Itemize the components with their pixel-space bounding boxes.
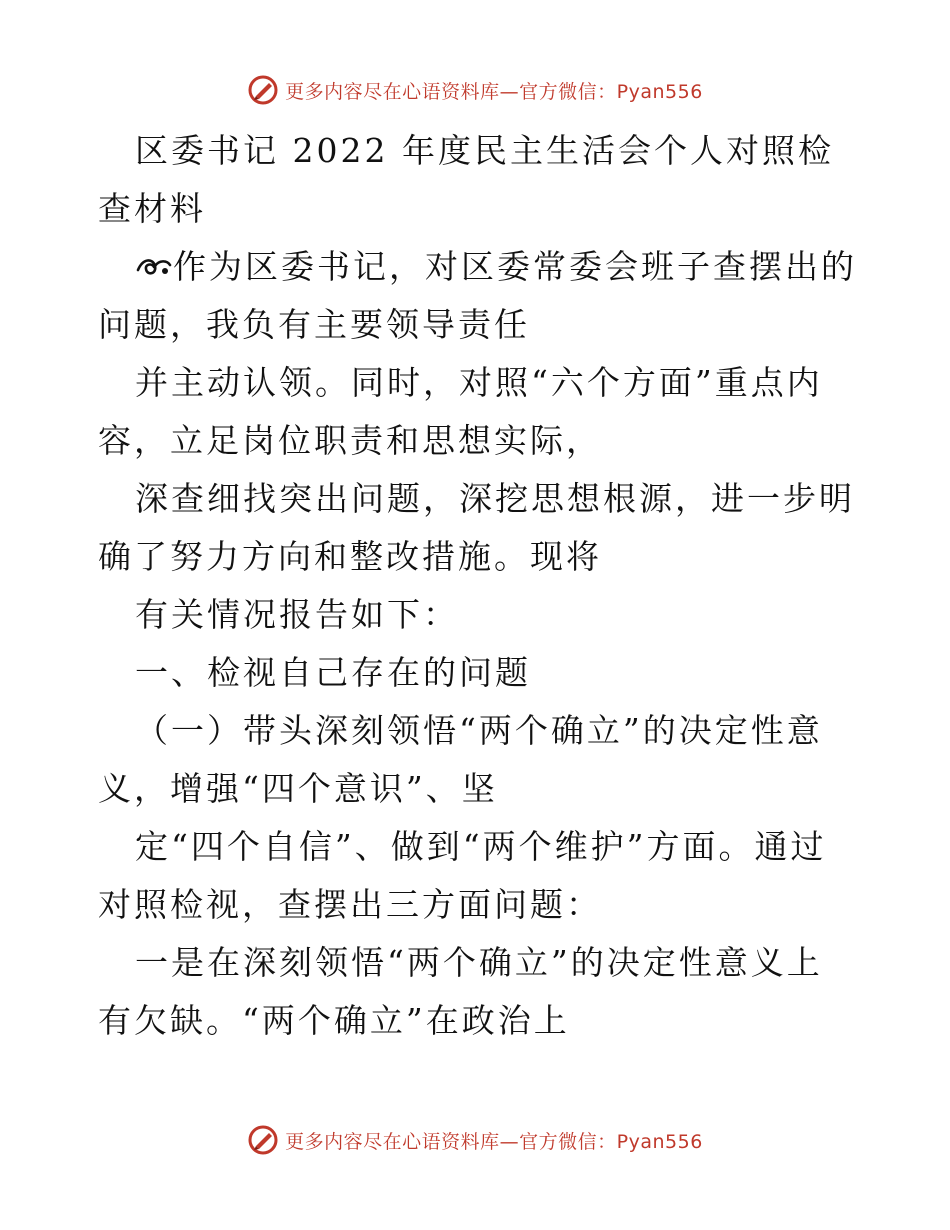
paragraph-3: 深查细找突出问题，深挖思想根源，进一步明确了努力方向和整改措施。现将 [98, 479, 855, 576]
paragraph-1 [98, 238, 858, 354]
paragraph-6: （一）带头深刻领悟“两个确立”的决定性意义，增强“四个意识”、坚 [98, 711, 823, 808]
header-watermark-text: 更多内容尽在心语资料库—官方微信：Pyan556 [285, 80, 703, 103]
footer-watermark-banner [0, 1120, 950, 1160]
pen-circle-logo-icon [247, 74, 279, 106]
paragraph-8: 一是在深刻领悟“两个确立”的决定性意义上有欠缺。“两个确立”在政治上 [98, 943, 823, 1040]
paragraph-4: 有关情况报告如下： [135, 595, 459, 634]
document-body [98, 122, 858, 1050]
document-title: 区委书记 2022 年度民主生活会个人对照检查材料 [98, 131, 834, 228]
header-watermark-banner [0, 70, 950, 110]
paragraph-7: 定“四个自信”、做到“两个维护”方面。通过对照检视，查摆出三方面问题： [98, 827, 827, 924]
paragraph-2: 并主动认领。同时，对照“六个方面”重点内容，立足岗位职责和思想实际， [98, 363, 823, 460]
paragraph-1-text: 作为区委书记，对区委常委会班子查摆出的问题，我负有主要领导责任 [98, 247, 857, 344]
ornament-flourish-icon [135, 254, 173, 280]
pen-circle-logo-icon [247, 1124, 279, 1156]
footer-watermark-text: 更多内容尽在心语资料库—官方微信：Pyan556 [285, 1130, 703, 1153]
section-heading-1: 一、检视自己存在的问题 [135, 653, 531, 692]
